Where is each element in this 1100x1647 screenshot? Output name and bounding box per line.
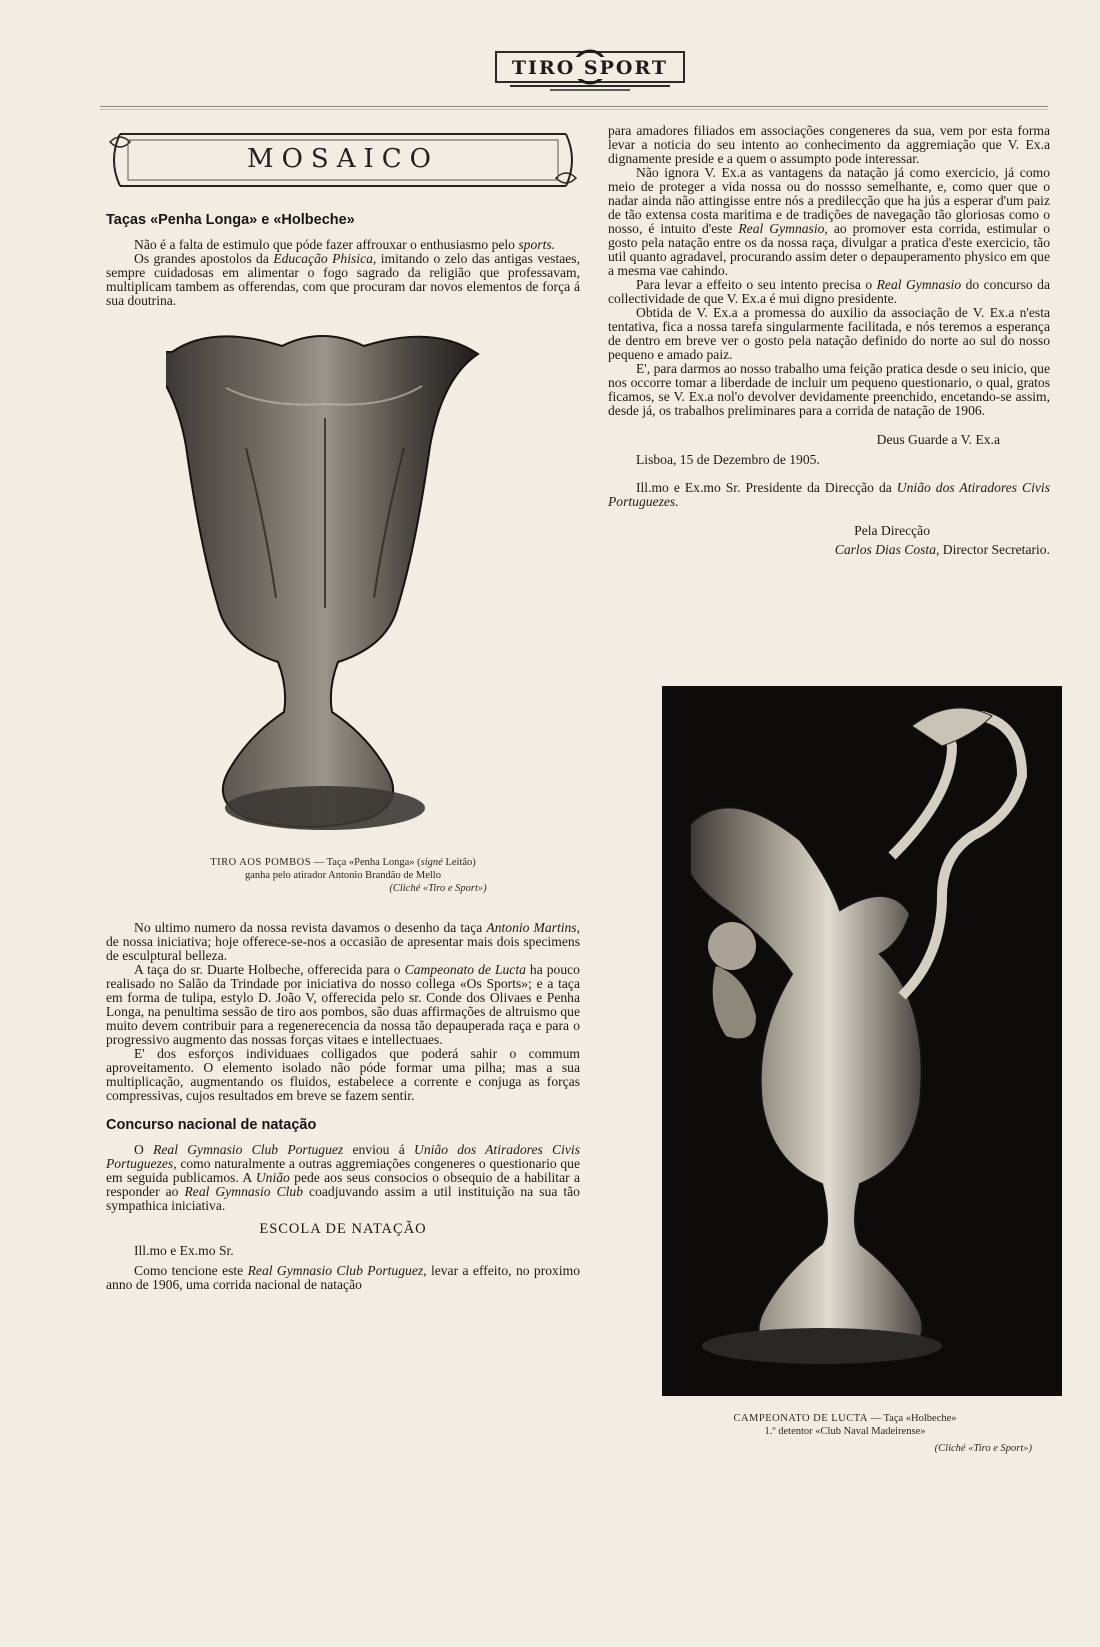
text-run: levar a effeito, no proximo anno de 1906, uma corrida nacional de natação: [106, 1263, 581, 1292]
letter-paragraph-1: para amadores filiados em associações congeneres da sua, vem por esta forma levar a noticia do seu intento ao conhecimento da aggremiação que V. Ex.a dignamente preside e a quem o assumpto pode interessar.: [608, 123, 1050, 166]
text-run: No ultimo numero da nossa revista davamos o desenho da taça: [134, 920, 487, 935]
letter-paragraph-5: E', para darmos ao nosso trabalho uma feição pratica desde o seu inicio, que nos occorre tomar a liberdade de incluir um pequeno questionario, o qual, gratos ficamos, se V. Ex.a nol'o devolver devidamente preenchido, encetando-se assim, desde já, os trabalhos preliminares para a corrida de natação de 1906.: [608, 361, 1050, 418]
caption-run: CAMPEONATO DE LUCTA: [733, 1413, 868, 1424]
paragraph-1: [106, 238, 580, 252]
text-run-italic: União: [255, 1170, 290, 1185]
text-run-italic: Real Gymnasio Club: [184, 1184, 304, 1199]
masthead-title: TIRO SPORT: [508, 57, 672, 79]
tulip-cup-photo-icon: [166, 328, 484, 856]
text-run: Como tencione este: [134, 1263, 248, 1278]
text-run: do concurso da collectividade de que V. Ex.a é mui digno presidente.: [608, 277, 1050, 306]
paragraph-5: E' dos esforços individuaes colligados que poderá sahir o commum aproveitamento. O elemento isolado não póde formar uma pilha; mas a sua multiplicação, augmentando os fluidos, estabelece a corrente e conjuga as forças compressivas, cujos resultados em breve se fazem sentir.: [106, 1046, 580, 1103]
text-run-italic: sports.: [518, 237, 556, 252]
text-run-italic: Real Gymnasio Club Portuguez,: [247, 1263, 427, 1278]
text-run-italic: Educação Phisica,: [273, 251, 377, 266]
text-run: ao promover esta corrida, estimular o gosto pela natação entre os da nossa raça, divulgar a pratica d'este exercicio, tão util quanto agradavel, procurando assim deter o depauperamento physico em que a mesma vae cahindo.: [608, 221, 1050, 278]
caption-run: TIRO AOS POMBOS: [210, 857, 312, 868]
caption-run: 1.º detentor «Club Naval Madeirense»: [764, 1426, 926, 1437]
letter-by: Pela Direcção: [854, 523, 930, 538]
caption-run: Leitão): [442, 857, 476, 868]
letter-paragraph-3: [608, 278, 1050, 306]
signer-role: Director Secretario.: [939, 542, 1050, 557]
figure-penha-longa-cup: [166, 328, 484, 856]
section-banner: [106, 124, 580, 196]
header-rule: [100, 106, 1048, 107]
text-run: de nossa iniciativa; hoje offerece-se-nos a occasião de apresentar mais dois specimens de esculptural belleza.: [106, 934, 580, 963]
paragraph-2: [106, 252, 580, 308]
heading-concurso: Concurso nacional de natação: [106, 1117, 317, 1133]
text-run: imitando o zelo das antigas vestaes, sempre cuidadosas em alimentar o fogo sagrado da religião que professavam, multiplicam tambem as offerendas, com que procuram dar novos elementos de força á sua doutrina.: [106, 251, 580, 308]
figure-2-credit: (Cliché «Tiro e Sport»): [934, 1443, 1032, 1454]
letter-date: Lisboa, 15 de Dezembro de 1905.: [636, 452, 820, 467]
text-run: Não ignora V. Ex.a as vantagens da natação já como exercicio, já como meio de proteger a vida nossa ou do nossso semelhante, e, como quer que o nadar ainda não attingisse entre nós a predilecção que ha jús a esperar d'um paiz de tão extensa costa maritima e de tradições de navegação tão gloriosas como o nosso, é intuito d'este: [608, 165, 1050, 236]
text-run-italic: União dos Atiradores Civis Portuguezes.: [608, 480, 1050, 509]
masthead-logo: [490, 42, 690, 94]
letter-paragraph-2: [608, 166, 1050, 278]
text-run-italic: Real Gymnasio,: [738, 221, 828, 236]
text-run: O: [134, 1142, 154, 1157]
text-run-italic: Real Gymnasio: [876, 277, 962, 292]
right-column: [608, 124, 1050, 557]
text-run: enviou á: [343, 1142, 414, 1157]
text-run-italic: Real Gymnasio Club Portuguez: [153, 1142, 344, 1157]
figure-1-credit: (Cliché «Tiro e Sport»): [389, 883, 487, 894]
letter-paragraph-4: Obtida de V. Ex.a a promessa do auxilio da associação de V. Ex.a n'esta tentativa, fica a nossa tarefa singularmente facilitada, e nós teremos a esperança de dentro em breve ver o gosto pela natação definido do norte ao sul do nosso pequeno e amado paiz.: [608, 305, 1050, 362]
letter-addressee: [608, 481, 1050, 509]
text-run: Ill.mo e Ex.mo Sr. Presidente da Direcção da: [636, 480, 897, 495]
paragraph-7: [106, 1264, 580, 1292]
header-rule-dotted: [100, 109, 1048, 110]
text-run: Não é a falta de estimulo que póde fazer affrouxar o enthusiasmo pelo: [134, 237, 519, 252]
paragraph-4: [106, 963, 580, 1047]
figure-holbeche-ewer: [662, 686, 1062, 1396]
caption-run: ganha pelo atirador Antonio Brandão de Mello: [245, 870, 441, 881]
caption-run: — Taça «Penha Longa» (: [311, 857, 421, 868]
left-column: [106, 124, 580, 1292]
ewer-photo-icon: [662, 686, 1062, 1396]
text-run-italic: Antonio Martins,: [486, 920, 580, 935]
text-run: pede aos seus consocios o obsequio de a habilitar a responder ao: [106, 1170, 580, 1199]
school-title: ESCOLA DE NATAÇÃO: [259, 1221, 427, 1237]
text-run: como naturalmente a outras aggremiações congeneres o questionario que em seguida publicamos. A: [106, 1156, 580, 1185]
text-run: Para levar a effeito o seu intento precisa o: [636, 277, 877, 292]
text-run: A taça do sr. Duarte Holbeche, offerecida para o: [134, 962, 405, 977]
paragraph-6: [106, 1143, 580, 1213]
letter-closing: Deus Guarde a V. Ex.a: [876, 432, 1000, 447]
signer-name: Carlos Dias Costa,: [834, 542, 940, 557]
paragraph-3: [106, 921, 580, 963]
text-run: coadjuvando assim a util instituição na sua tão sympathica iniciativa.: [106, 1184, 580, 1213]
caption-run: — Taça «Holbeche»: [867, 1413, 957, 1424]
figure-2-caption: [680, 1412, 1010, 1438]
salutation: Ill.mo e Ex.mo Sr.: [134, 1243, 234, 1258]
text-run: ha pouco realisado no Salão da Trindade por iniciativa do nosso collega «Os Sports»; e a taça em forma de tulipa, estylo D. João V, offerecida pelo sr. Conde dos Olivaes e Penha Longa, na penultima sessão de tiro aos pombos, são duas affirmações de altruismo que muito devem contribuir para a regenerecencia da nossa tão depauperada raça e para o progressivo augmento das nossas forças vitaes e intellectuaes.: [106, 962, 580, 1047]
text-run: Os grandes apostolos da: [134, 251, 274, 266]
text-run-italic: União dos Atiradores Civis Portuguezes,: [106, 1142, 580, 1171]
letter-signature: [608, 542, 1050, 557]
section-title: MOSAICO: [246, 144, 439, 174]
figure-1-caption: [106, 856, 580, 882]
caption-run-italic: signé: [420, 857, 443, 868]
text-run-italic: Campeonato de Lucta: [404, 962, 526, 977]
heading-tacas: Taças «Penha Longa» e «Holbeche»: [106, 212, 355, 228]
